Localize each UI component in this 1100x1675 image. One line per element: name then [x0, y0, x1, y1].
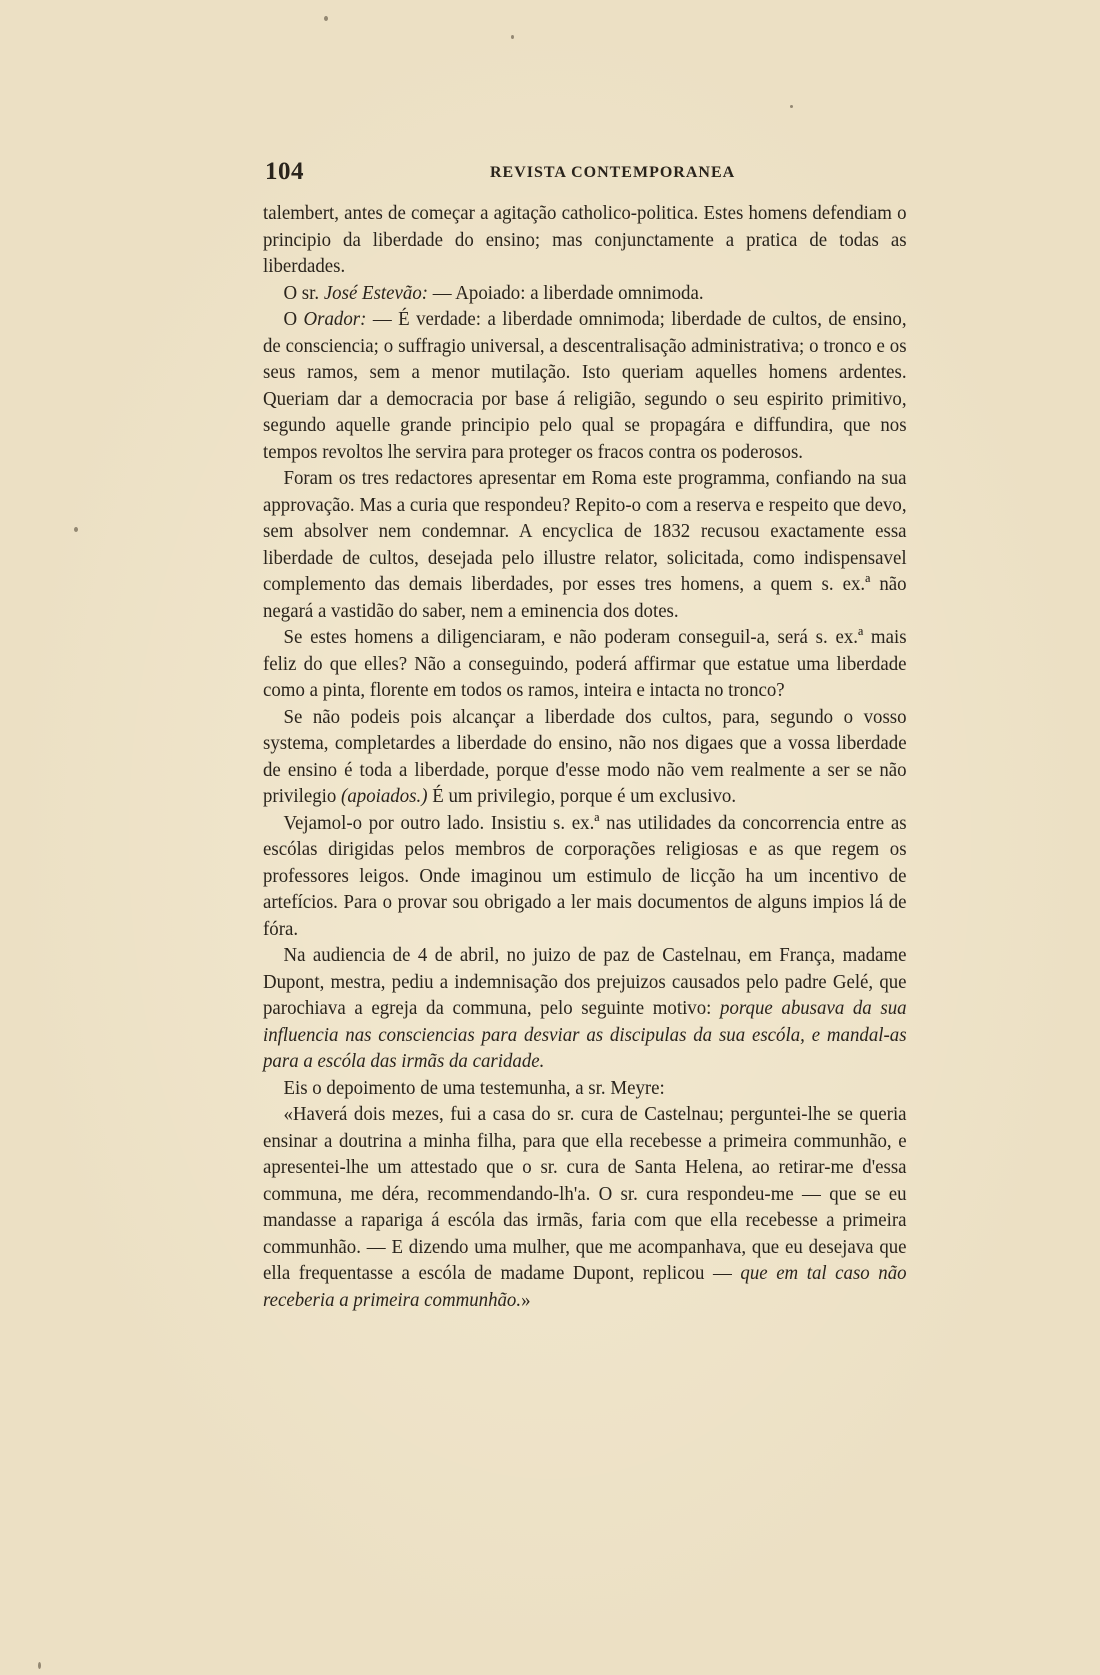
paragraph [263, 624, 907, 704]
paragraph-text: Na audiencia de 4 de abril, no juizo de paz de Castelnau, em França, madame Dupont, mestra, pediu a indemnisação dos prejuizos causados pelo padre Gelé, que parochiava a egreja da communa, pelo seguinte motivo: [263, 944, 907, 1019]
italic-text: José Estevão: [323, 281, 429, 304]
paragraph-text: Vejamol-o por outro lado. Insistiu s. ex.ª nas utilidades da concorrencia entre as escólas dirigidas pelos membros de corporações religiosas e as que regem os professores leigos. Onde imaginou um estimulo de licção ha um incentivo de artefícios. Para o provar sou obrigado a ler mais documentos de alguns impios lá de fóra. [263, 811, 907, 940]
paragraph-text: Se não podeis pois alcançar a liberdade dos cultos, para, segundo o vosso systema, completardes a liberdade do ensino, não nos digaes que a vossa liberdade de ensino é toda a liberdade, porque d'esse modo não vem realmente a ser se não privilegio [263, 705, 907, 807]
paper-speck [511, 35, 514, 39]
paragraph-text: «Haverá dois mezes, fui a casa do sr. cura de Castelnau; perguntei-lhe se queria ensinar a doutrina a minha filha, para que ella recebesse a primeira communhão, e apresentei-lhe um attestado que o sr. cura de Santa Helena, ao retirar-me d'essa communa, me déra, recommendando-lh'a. O sr. cura respondeu-me — que se eu mandasse a rapariga á escóla das irmãs, faria com que ella recebesse a primeira communhão. — E dizendo uma mulher, que me acompanhava, que eu desejava que ella frequentasse a escóla de madame Dupont, replicou — [263, 1103, 907, 1284]
paragraph [263, 200, 907, 280]
paragraph-text: talembert, antes de começar a agitação catholico-politica. Estes homens defendiam o principio da liberdade do ensino; mas conjunctamente a pratica de todas as liberdades. [263, 202, 907, 277]
paper-speck [324, 16, 328, 21]
running-title: REVISTA CONTEMPORANEA [490, 164, 736, 181]
italic-text: Orador: [303, 308, 367, 330]
paragraph-text: Foram os tres redactores apresentar em Roma este programma, confiando na sua approvação. Mas a curia que respondeu? Repito-o com a reserva e respeito que devo, sem absolver nem condemnar. A encyclica de 1832 recusou exactamente essa liberdade de cultos, desejada pelo illustre relator, solicitada, como indispensavel complemento das demais liberdades, por esses tres homens, a quem s. ex.ª não negará a vastidão do saber, nem a eminencia dos dotes. [263, 467, 907, 622]
paragraph [263, 704, 907, 810]
paragraph-text: Se estes homens a diligenciaram, e não poderam conseguil-a, será s. ex.ª mais feliz do que elles? Não a conseguindo, poderá affirmar que estatue uma liberdade como a pinta, florente em todos os ramos, inteira e intacta no tronco? [263, 626, 907, 701]
paragraph [263, 1075, 907, 1102]
italic-text: porque abusava da sua influencia nas consciencias para desviar as discipulas da sua escóla, e mandal-as para a escóla das irmãs da caridade. [263, 997, 907, 1072]
paragraph-text: — Apoiado: a liberdade omnimoda. [428, 281, 704, 304]
paragraph-text: O [283, 308, 304, 330]
italic-text: (apoiados.) [341, 785, 428, 807]
paragraph [263, 810, 907, 943]
paragraph [263, 306, 907, 465]
paper-speck [790, 105, 793, 108]
paragraph [263, 942, 907, 1075]
paper-speck [74, 527, 78, 532]
page-number: 104 [265, 158, 304, 185]
italic-text: que em tal caso não receberia a primeira communhão. [263, 1262, 907, 1311]
page-header [265, 158, 955, 188]
paragraph [263, 465, 907, 624]
paragraph-text: O sr. [283, 281, 324, 304]
paragraph-text: — É verdade: a liberdade omnimoda; liberdade de cultos, de ensino, de consciencia; o suffragio universal, a descentralisação administrativa; o tronco e os seus ramos, sem a menor mutilação. Isto queriam aquelles homens ardentes. Queriam dar a democracia por base á religião, segundo o seu espirito primitivo, segundo aquelle grande principio pelo qual se propagára e diffundira, que nos tempos revoltos lhe servira para proteger os fracos contra os poderosos. [263, 308, 907, 463]
paper-speck [38, 1662, 41, 1669]
text-body [263, 200, 907, 1313]
paragraph-text: É um privilegio, porque é um exclusivo. [427, 785, 737, 807]
paragraph-text: Eis o depoimento de uma testemunha, a sr. Meyre: [283, 1076, 665, 1099]
paragraph-text: » [521, 1288, 531, 1311]
paragraph [263, 1101, 907, 1313]
paragraph [263, 280, 907, 307]
